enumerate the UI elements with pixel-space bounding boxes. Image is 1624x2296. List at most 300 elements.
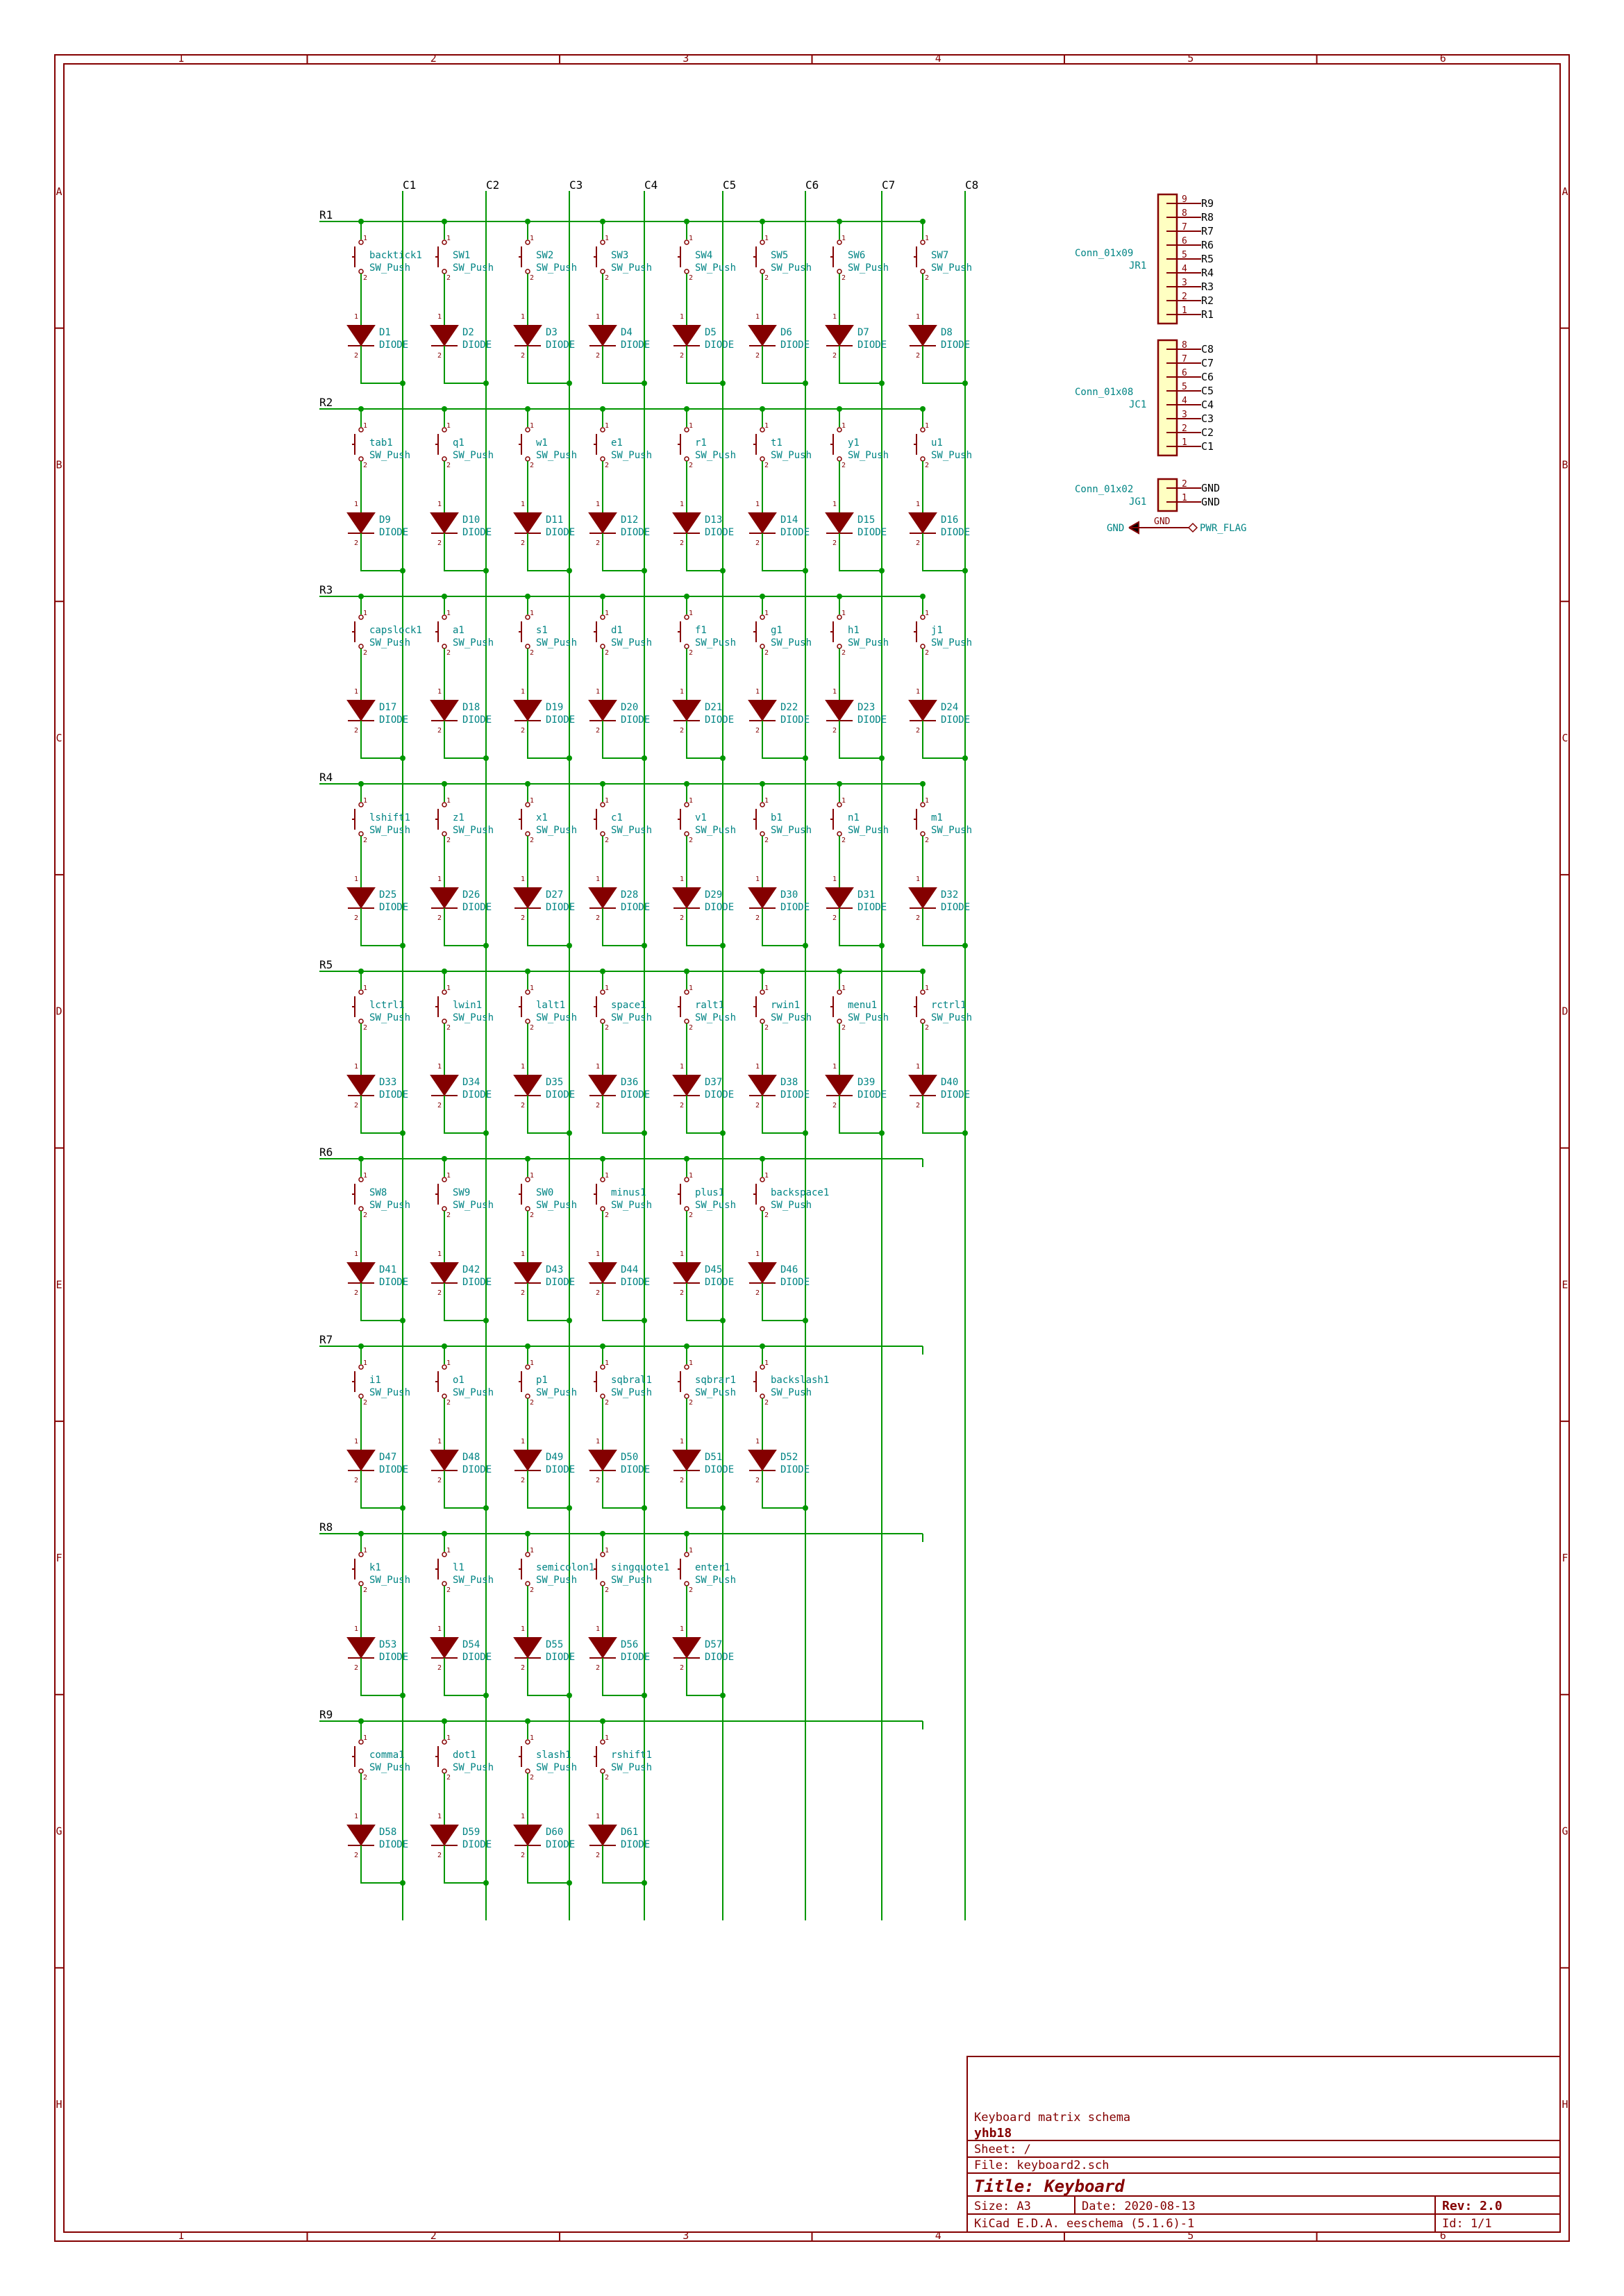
- key-cell: [749, 781, 812, 948]
- key-cell: [348, 781, 410, 948]
- row-net-label: R3: [319, 583, 333, 596]
- column-junction: [400, 380, 405, 386]
- switch-reference: rshift1: [611, 1750, 653, 1761]
- column-junction: [720, 1318, 726, 1323]
- switch-reference: c1: [611, 812, 623, 823]
- key-cell: [431, 1343, 494, 1511]
- diode-column-wire: [444, 346, 486, 383]
- key-cell: [910, 969, 972, 1136]
- diode-pin-number: 1: [437, 313, 442, 321]
- switch-pin-number: 1: [605, 422, 610, 430]
- switch-value: SW_Push: [611, 262, 653, 274]
- frame-column-label: 3: [683, 52, 689, 65]
- diode-column-wire: [444, 1283, 486, 1321]
- key-cell: [749, 969, 812, 1136]
- switch-pin-2: [359, 1769, 363, 1773]
- switch-pin-number: 2: [842, 274, 846, 282]
- diode-pin-number: 1: [521, 1813, 526, 1820]
- switch-reference: backtick1: [369, 250, 422, 261]
- switch-pin-number: 2: [530, 1774, 535, 1782]
- switch-pin-2: [685, 1394, 689, 1398]
- switch-pin-2: [760, 832, 764, 836]
- key-cell: [673, 969, 736, 1136]
- diode-value: DIODE: [462, 714, 492, 726]
- diode-value: DIODE: [705, 1277, 735, 1288]
- diode-value: DIODE: [379, 340, 409, 351]
- switch-pin-2: [685, 1582, 689, 1586]
- diode-body: [348, 1075, 374, 1095]
- diode-reference: D30: [780, 889, 798, 900]
- switch-pin-number: 1: [764, 1359, 769, 1367]
- key-cell: [431, 781, 494, 948]
- switch-pin-2: [760, 1394, 764, 1398]
- switch-pin-2: [601, 1582, 605, 1586]
- switch-pin-number: 2: [605, 1774, 610, 1782]
- switch-pin-number: 1: [363, 1547, 368, 1555]
- switch-pin-number: 2: [764, 274, 769, 282]
- switch-pin-number: 2: [842, 1024, 846, 1032]
- connector-net-label: C4: [1201, 399, 1214, 411]
- diode-pin-number: 2: [437, 1289, 442, 1297]
- column-junction: [400, 1880, 405, 1886]
- key-cell: [348, 1156, 410, 1323]
- diode-value: DIODE: [941, 902, 971, 913]
- diode-value: DIODE: [857, 714, 887, 726]
- gnd-symbol-label: GND: [1107, 523, 1125, 534]
- diode-pin-number: 2: [437, 1477, 442, 1484]
- diode-body: [749, 1263, 776, 1282]
- diode-pin-number: 2: [755, 539, 760, 547]
- diode-reference: D61: [621, 1827, 639, 1838]
- diode-column-wire: [687, 533, 723, 571]
- diode-pin-number: 1: [437, 1813, 442, 1820]
- switch-value: SW_Push: [453, 1012, 494, 1023]
- diode-column-wire: [528, 1283, 569, 1321]
- diode-column-wire: [687, 1470, 723, 1508]
- switch-value: SW_Push: [848, 825, 889, 836]
- diode-body: [910, 888, 936, 907]
- switch-pin-number: 2: [764, 649, 769, 657]
- connector-value: Conn_01x02: [1075, 484, 1134, 495]
- switch-value: SW_Push: [536, 450, 578, 461]
- switch-value: SW_Push: [695, 825, 737, 836]
- column-junction: [720, 380, 726, 386]
- column-junction: [803, 380, 808, 386]
- diode-pin-number: 1: [521, 313, 526, 321]
- switch-pin-number: 1: [764, 1172, 769, 1180]
- switch-reference: ralt1: [695, 1000, 725, 1011]
- diode-reference: D14: [780, 514, 798, 526]
- switch-pin-number: 2: [689, 462, 694, 469]
- diode-reference: D19: [546, 702, 564, 713]
- switch-pin-2: [760, 644, 764, 648]
- switch-pin-number: 1: [605, 235, 610, 242]
- switch-pin-2: [442, 1582, 446, 1586]
- diode-value: DIODE: [546, 1464, 576, 1475]
- diode-value: DIODE: [462, 1652, 492, 1663]
- diode-value: DIODE: [780, 714, 810, 726]
- connector-reference: JG1: [1129, 496, 1147, 508]
- diode-pin-number: 2: [755, 914, 760, 922]
- switch-pin-number: 1: [446, 984, 451, 992]
- diode-pin-number: 2: [916, 539, 921, 547]
- diode-reference: D3: [546, 327, 558, 338]
- column-net-label: C3: [569, 178, 583, 192]
- diode-reference: D20: [621, 702, 639, 713]
- diode-reference: D23: [857, 702, 876, 713]
- switch-pin-number: 2: [605, 1399, 610, 1407]
- key-cell: [673, 1156, 736, 1323]
- switch-pin-2: [601, 457, 605, 461]
- diode-column-wire: [361, 533, 403, 571]
- diode-pin-number: 2: [521, 539, 526, 547]
- column-junction: [483, 1318, 489, 1323]
- diode-value: DIODE: [941, 714, 971, 726]
- diode-body: [673, 701, 700, 720]
- switch-pin-number: 1: [363, 1734, 368, 1742]
- diode-pin-number: 2: [832, 1102, 837, 1109]
- key-cell: [514, 969, 577, 1136]
- diode-reference: D47: [379, 1452, 397, 1463]
- switch-pin-number: 1: [689, 610, 694, 617]
- diode-column-wire: [923, 1096, 965, 1133]
- switch-pin-number: 2: [530, 837, 535, 844]
- diode-pin-number: 1: [354, 1063, 359, 1071]
- connector-reference: JC1: [1129, 399, 1147, 410]
- diode-reference: D13: [705, 514, 723, 526]
- diode-pin-number: 1: [521, 1063, 526, 1071]
- diode-reference: D40: [941, 1077, 959, 1088]
- diode-body: [431, 1825, 458, 1845]
- key-cell: [431, 219, 494, 386]
- diode-pin-number: 2: [596, 1102, 601, 1109]
- switch-pin-number: 1: [764, 235, 769, 242]
- drawing-frame: [55, 55, 1569, 2241]
- diode-pin-number: 1: [832, 875, 837, 883]
- switch-value: SW_Push: [695, 450, 737, 461]
- switch-pin-number: 1: [689, 422, 694, 430]
- diode-column-wire: [603, 1845, 644, 1883]
- connector-pin-number: 2: [1182, 479, 1187, 489]
- diode-body: [348, 701, 374, 720]
- switch-reference: lalt1: [536, 1000, 566, 1011]
- connector-pin-number: 2: [1182, 292, 1187, 302]
- diode-pin-number: 2: [521, 727, 526, 735]
- switch-pin-number: 2: [446, 1024, 451, 1032]
- diode-body: [749, 888, 776, 907]
- key-cell: [514, 406, 577, 573]
- diode-pin-number: 1: [916, 313, 921, 321]
- switch-pin-2: [442, 1019, 446, 1023]
- switch-value: SW_Push: [536, 1200, 578, 1211]
- switch-reference: r1: [695, 437, 707, 449]
- diode-reference: D37: [705, 1077, 723, 1088]
- key-cell: [673, 781, 736, 948]
- diode-reference: D29: [705, 889, 723, 900]
- diode-body: [749, 513, 776, 533]
- frame-column-label: 5: [1187, 52, 1194, 65]
- key-cell: [749, 594, 812, 761]
- diode-pin-number: 2: [596, 1289, 601, 1297]
- diode-value: DIODE: [705, 340, 735, 351]
- title-block-sheet: Sheet: /: [974, 2143, 1031, 2156]
- diode-value: DIODE: [857, 340, 887, 351]
- column-junction: [803, 1130, 808, 1136]
- diode-pin-number: 1: [354, 875, 359, 883]
- diode-body: [673, 888, 700, 907]
- diode-pin-number: 2: [437, 352, 442, 360]
- key-cell: [589, 1156, 652, 1323]
- title-block-title: Title: Keyboard: [974, 2177, 1125, 2196]
- key-cell: [348, 969, 410, 1136]
- connector-net-label: C2: [1201, 426, 1214, 439]
- switch-pin-number: 1: [446, 1172, 451, 1180]
- diode-column-wire: [528, 1845, 569, 1883]
- column-junction: [567, 1318, 572, 1323]
- diode-column-wire: [687, 908, 723, 946]
- diode-body: [348, 513, 374, 533]
- diode-pin-number: 2: [596, 539, 601, 547]
- diode-reference: D43: [546, 1264, 564, 1275]
- diode-pin-number: 1: [521, 501, 526, 508]
- switch-pin-number: 2: [925, 837, 930, 844]
- switch-reference: SW8: [369, 1187, 387, 1198]
- diode-pin-number: 1: [596, 501, 601, 508]
- diode-reference: D39: [857, 1077, 876, 1088]
- diode-value: DIODE: [621, 1652, 651, 1663]
- diode-pin-number: 2: [596, 914, 601, 922]
- switch-pin-number: 1: [363, 1359, 368, 1367]
- connectors: [1075, 194, 1220, 511]
- diode-column-wire: [839, 533, 882, 571]
- diode-column-wire: [687, 1283, 723, 1321]
- frame-row-label: C: [1562, 732, 1568, 745]
- diode-reference: D17: [379, 702, 397, 713]
- diode-pin-number: 1: [354, 688, 359, 696]
- key-cell: [514, 219, 577, 386]
- diode-pin-number: 1: [596, 1625, 601, 1633]
- diode-value: DIODE: [462, 902, 492, 913]
- diode-column-wire: [444, 533, 486, 571]
- switch-value: SW_Push: [369, 1200, 411, 1211]
- diode-body: [514, 1075, 541, 1095]
- switch-value: SW_Push: [771, 637, 812, 648]
- switch-pin-2: [442, 269, 446, 274]
- frame-row-label: H: [1562, 2098, 1568, 2111]
- diode-column-wire: [603, 1470, 644, 1508]
- diode-pin-number: 1: [680, 1250, 685, 1258]
- diode-pin-number: 2: [437, 539, 442, 547]
- switch-reference: o1: [453, 1375, 464, 1386]
- diode-pin-number: 2: [354, 914, 359, 922]
- switch-pin-number: 1: [605, 1359, 610, 1367]
- switch-pin-2: [526, 832, 530, 836]
- key-cell: [514, 594, 577, 761]
- switch-pin-2: [837, 644, 842, 648]
- switch-value: SW_Push: [611, 637, 653, 648]
- switch-pin-number: 1: [363, 984, 368, 992]
- diode-pin-number: 1: [354, 501, 359, 508]
- column-junction: [642, 1693, 647, 1698]
- matrix-components: [348, 219, 972, 1886]
- frame-column-label: 2: [430, 2229, 437, 2242]
- column-junction: [720, 568, 726, 573]
- switch-pin-2: [760, 1207, 764, 1211]
- diode-pin-number: 1: [680, 501, 685, 508]
- key-cell: [589, 1531, 669, 1698]
- key-cell: [826, 219, 889, 386]
- switch-reference: SW6: [848, 250, 866, 261]
- switch-reference: SW5: [771, 250, 789, 261]
- switch-pin-number: 2: [605, 1212, 610, 1219]
- key-cell: [589, 594, 652, 761]
- switch-pin-2: [359, 1394, 363, 1398]
- diode-body: [826, 701, 853, 720]
- switch-pin-number: 1: [530, 1547, 535, 1555]
- diode-pin-number: 1: [680, 688, 685, 696]
- diode-pin-number: 2: [755, 1477, 760, 1484]
- switch-pin-number: 1: [446, 610, 451, 617]
- key-cell: [826, 969, 889, 1136]
- diode-pin-number: 2: [755, 727, 760, 735]
- diode-pin-number: 2: [755, 1102, 760, 1109]
- switch-pin-2: [442, 1394, 446, 1398]
- switch-pin-number: 2: [605, 837, 610, 844]
- diode-pin-number: 1: [437, 1438, 442, 1446]
- connector-net-label: R7: [1201, 225, 1214, 237]
- connector-pin-number: 8: [1182, 208, 1187, 219]
- diode-value: DIODE: [857, 527, 887, 538]
- switch-pin-2: [685, 269, 689, 274]
- diode-pin-number: 2: [680, 1477, 685, 1484]
- switch-pin-2: [921, 644, 925, 648]
- frame-row-label: B: [56, 458, 62, 471]
- diode-reference: D42: [462, 1264, 480, 1275]
- key-cell: [673, 1343, 736, 1511]
- diode-body: [431, 701, 458, 720]
- switch-value: SW_Push: [611, 450, 653, 461]
- switch-value: SW_Push: [369, 825, 411, 836]
- diode-pin-number: 2: [680, 1102, 685, 1109]
- diode-pin-number: 2: [916, 727, 921, 735]
- connector-net-label: R3: [1201, 280, 1214, 293]
- switch-pin-number: 2: [689, 1399, 694, 1407]
- diode-value: DIODE: [379, 1464, 409, 1475]
- diode-body: [749, 326, 776, 345]
- switch-pin-2: [601, 1019, 605, 1023]
- switch-pin-2: [685, 832, 689, 836]
- diode-column-wire: [528, 1096, 569, 1133]
- switch-reference: rctrl1: [931, 1000, 966, 1011]
- diode-body: [431, 326, 458, 345]
- diode-body: [431, 1263, 458, 1282]
- diode-body: [431, 513, 458, 533]
- column-junction: [400, 755, 405, 761]
- switch-reference: lctrl1: [369, 1000, 405, 1011]
- switch-pin-2: [685, 1207, 689, 1211]
- diode-pin-number: 2: [596, 1852, 601, 1859]
- diode-body: [910, 513, 936, 533]
- switch-pin-number: 2: [842, 837, 846, 844]
- diode-body: [910, 1075, 936, 1095]
- connector-net-label: R2: [1201, 294, 1214, 307]
- switch-value: SW_Push: [611, 825, 653, 836]
- diode-column-wire: [361, 1096, 403, 1133]
- switch-pin-2: [601, 1769, 605, 1773]
- diode-pin-number: 1: [596, 313, 601, 321]
- diode-reference: D34: [462, 1077, 480, 1088]
- frame-row-label: H: [56, 2098, 62, 2111]
- switch-pin-number: 1: [446, 1359, 451, 1367]
- switch-pin-number: 2: [446, 837, 451, 844]
- diode-pin-number: 1: [916, 501, 921, 508]
- diode-pin-number: 2: [680, 914, 685, 922]
- frame-row-label: E: [56, 1278, 62, 1291]
- column-junction: [567, 1693, 572, 1698]
- switch-pin-number: 2: [764, 1212, 769, 1219]
- diode-reference: D28: [621, 889, 639, 900]
- diode-reference: D51: [705, 1452, 723, 1463]
- column-junction: [879, 755, 885, 761]
- switch-pin-number: 1: [689, 1359, 694, 1367]
- switch-reference: s1: [536, 625, 548, 636]
- diode-value: DIODE: [780, 1277, 810, 1288]
- switch-pin-number: 2: [363, 274, 368, 282]
- switch-pin-number: 1: [530, 1734, 535, 1742]
- switch-value: SW_Push: [453, 637, 494, 648]
- connector-pin-number: 8: [1182, 340, 1187, 351]
- connector-pin-number: 1: [1182, 305, 1187, 316]
- key-cell: [673, 1531, 736, 1698]
- diode-column-wire: [839, 908, 882, 946]
- switch-pin-2: [601, 1207, 605, 1211]
- diode-column-wire: [361, 721, 403, 758]
- switch-pin-number: 2: [363, 837, 368, 844]
- key-cell: [431, 406, 494, 573]
- column-junction: [642, 1880, 647, 1886]
- column-junction: [567, 755, 572, 761]
- switch-value: SW_Push: [931, 637, 973, 648]
- diode-body: [826, 1075, 853, 1095]
- key-cell: [589, 1718, 652, 1886]
- switch-reference: z1: [453, 812, 464, 823]
- diode-pin-number: 1: [521, 1250, 526, 1258]
- switch-pin-2: [685, 457, 689, 461]
- diode-pin-number: 1: [521, 688, 526, 696]
- diode-pin-number: 2: [437, 727, 442, 735]
- column-net-label: C1: [403, 178, 417, 192]
- diode-column-wire: [839, 1096, 882, 1133]
- connector-pin-number: 6: [1182, 236, 1187, 246]
- diode-value: DIODE: [546, 527, 576, 538]
- key-cell: [749, 1156, 829, 1323]
- diode-reference: D36: [621, 1077, 639, 1088]
- connector-value: Conn_01x09: [1075, 248, 1134, 259]
- diode-pin-number: 2: [832, 539, 837, 547]
- switch-pin-number: 2: [605, 649, 610, 657]
- connector-pin-number: 4: [1182, 396, 1187, 406]
- gnd-wire-label: GND: [1154, 517, 1171, 527]
- switch-pin-number: 2: [842, 462, 846, 469]
- switch-pin-2: [921, 1019, 925, 1023]
- switch-pin-2: [760, 269, 764, 274]
- switch-value: SW_Push: [695, 1387, 737, 1398]
- switch-pin-number: 1: [446, 797, 451, 805]
- switch-reference: u1: [931, 437, 943, 449]
- switch-pin-number: 1: [605, 984, 610, 992]
- diode-pin-number: 1: [354, 1250, 359, 1258]
- diode-reference: D44: [621, 1264, 639, 1275]
